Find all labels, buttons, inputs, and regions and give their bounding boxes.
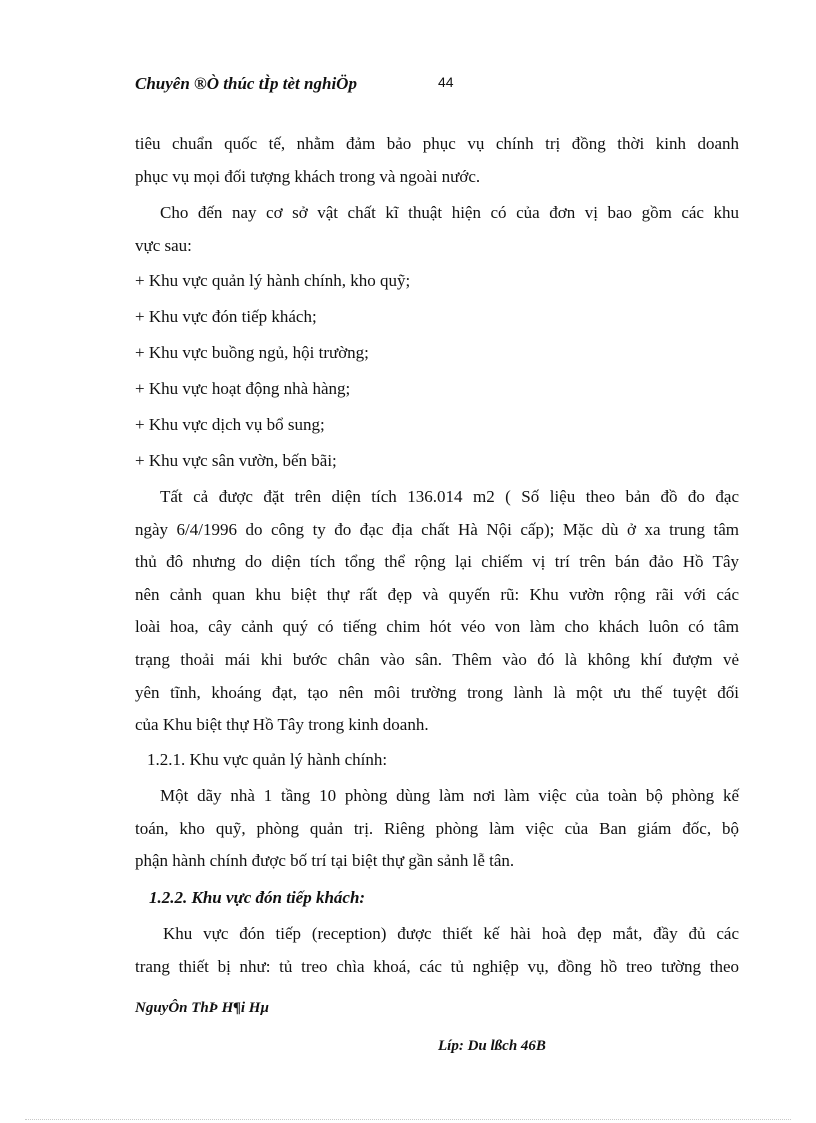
- body-line: vực sau:: [135, 236, 192, 255]
- body-line: yên tĩnh, khoáng đạt, tạo nên môi trường trong lành là một ưu thế tuyệt đối: [135, 683, 739, 702]
- section-heading: 1.2.1. Khu vực quản lý hành chính:: [147, 750, 388, 769]
- body-line: tiêu chuẩn quốc tế, nhằm đảm bảo phục vụ chính trị đồng thời kinh doanh: [135, 134, 739, 153]
- body-line: thủ đô nhưng do diện tích tổng thể rộng lại chiếm vị trí trên bán đảo Hồ Tây: [135, 552, 739, 571]
- body-line: Một dãy nhà 1 tầng 10 phòng dùng làm nơi làm việc của toàn bộ phòng kế: [160, 786, 739, 805]
- body-line: Tất cả được đặt trên diện tích 136.014 m2 ( Số liệu theo bản đồ đo đạc: [160, 487, 739, 506]
- list-item: + Khu vực dịch vụ bổ sung;: [135, 415, 325, 434]
- page-border: [25, 1119, 791, 1120]
- header-title: Chuyên ®Ò thúc tÌp tèt nghiÖp: [135, 74, 357, 93]
- page-number: 44: [438, 74, 454, 90]
- footer-class: Líp: Du lßch 46B: [438, 1038, 546, 1054]
- list-item: + Khu vực buồng ngủ, hội trường;: [135, 343, 369, 362]
- body-line: toán, kho quỹ, phòng quản trị. Riêng phòng làm việc của Ban giám đốc, bộ: [135, 819, 739, 838]
- list-item: + Khu vực hoạt động nhà hàng;: [135, 379, 351, 398]
- body-line: loài hoa, cây cảnh quý có tiếng chim hót véo von làm cho khách luôn có tâm: [135, 617, 739, 636]
- section-heading: 1.2.2. Khu vực đón tiếp khách:: [149, 888, 366, 907]
- body-line: phục vụ mọi đối tượng khách trong và ngoài nước.: [135, 167, 481, 186]
- body-line: ngày 6/4/1996 do công ty đo đạc địa chất Hà Nội cấp); Mặc dù ở xa trung tâm: [135, 520, 739, 539]
- body-line: trạng thoải mái khi bước chân vào sân. Thêm vào đó là không khí đượm vẻ: [135, 650, 739, 669]
- list-item: + Khu vực sân vườn, bến bãi;: [135, 451, 337, 470]
- body-line: Cho đến nay cơ sở vật chất kĩ thuật hiện có của đơn vị bao gồm các khu: [160, 203, 739, 222]
- footer-author: NguyÔn ThÞ H¶i Hµ: [135, 1000, 270, 1016]
- list-item: + Khu vực đón tiếp khách;: [135, 307, 317, 326]
- body-line: của Khu biệt thự Hồ Tây trong kinh doanh.: [135, 715, 429, 734]
- body-line: phận hành chính được bố trí tại biệt thự gần sảnh lễ tân.: [135, 851, 515, 870]
- list-item: + Khu vực quản lý hành chính, kho quỹ;: [135, 271, 411, 290]
- body-line: Khu vực đón tiếp (reception) được thiết kế hài hoà đẹp mắt, đầy đủ các: [163, 924, 739, 943]
- body-line: nên cảnh quan khu biệt thự rất đẹp và quyến rũ: Khu vườn rộng rãi với các: [135, 585, 739, 604]
- body-line: trang thiết bị như: tủ treo chìa khoá, các tủ nghiệp vụ, đồng hồ treo tường theo: [135, 957, 739, 976]
